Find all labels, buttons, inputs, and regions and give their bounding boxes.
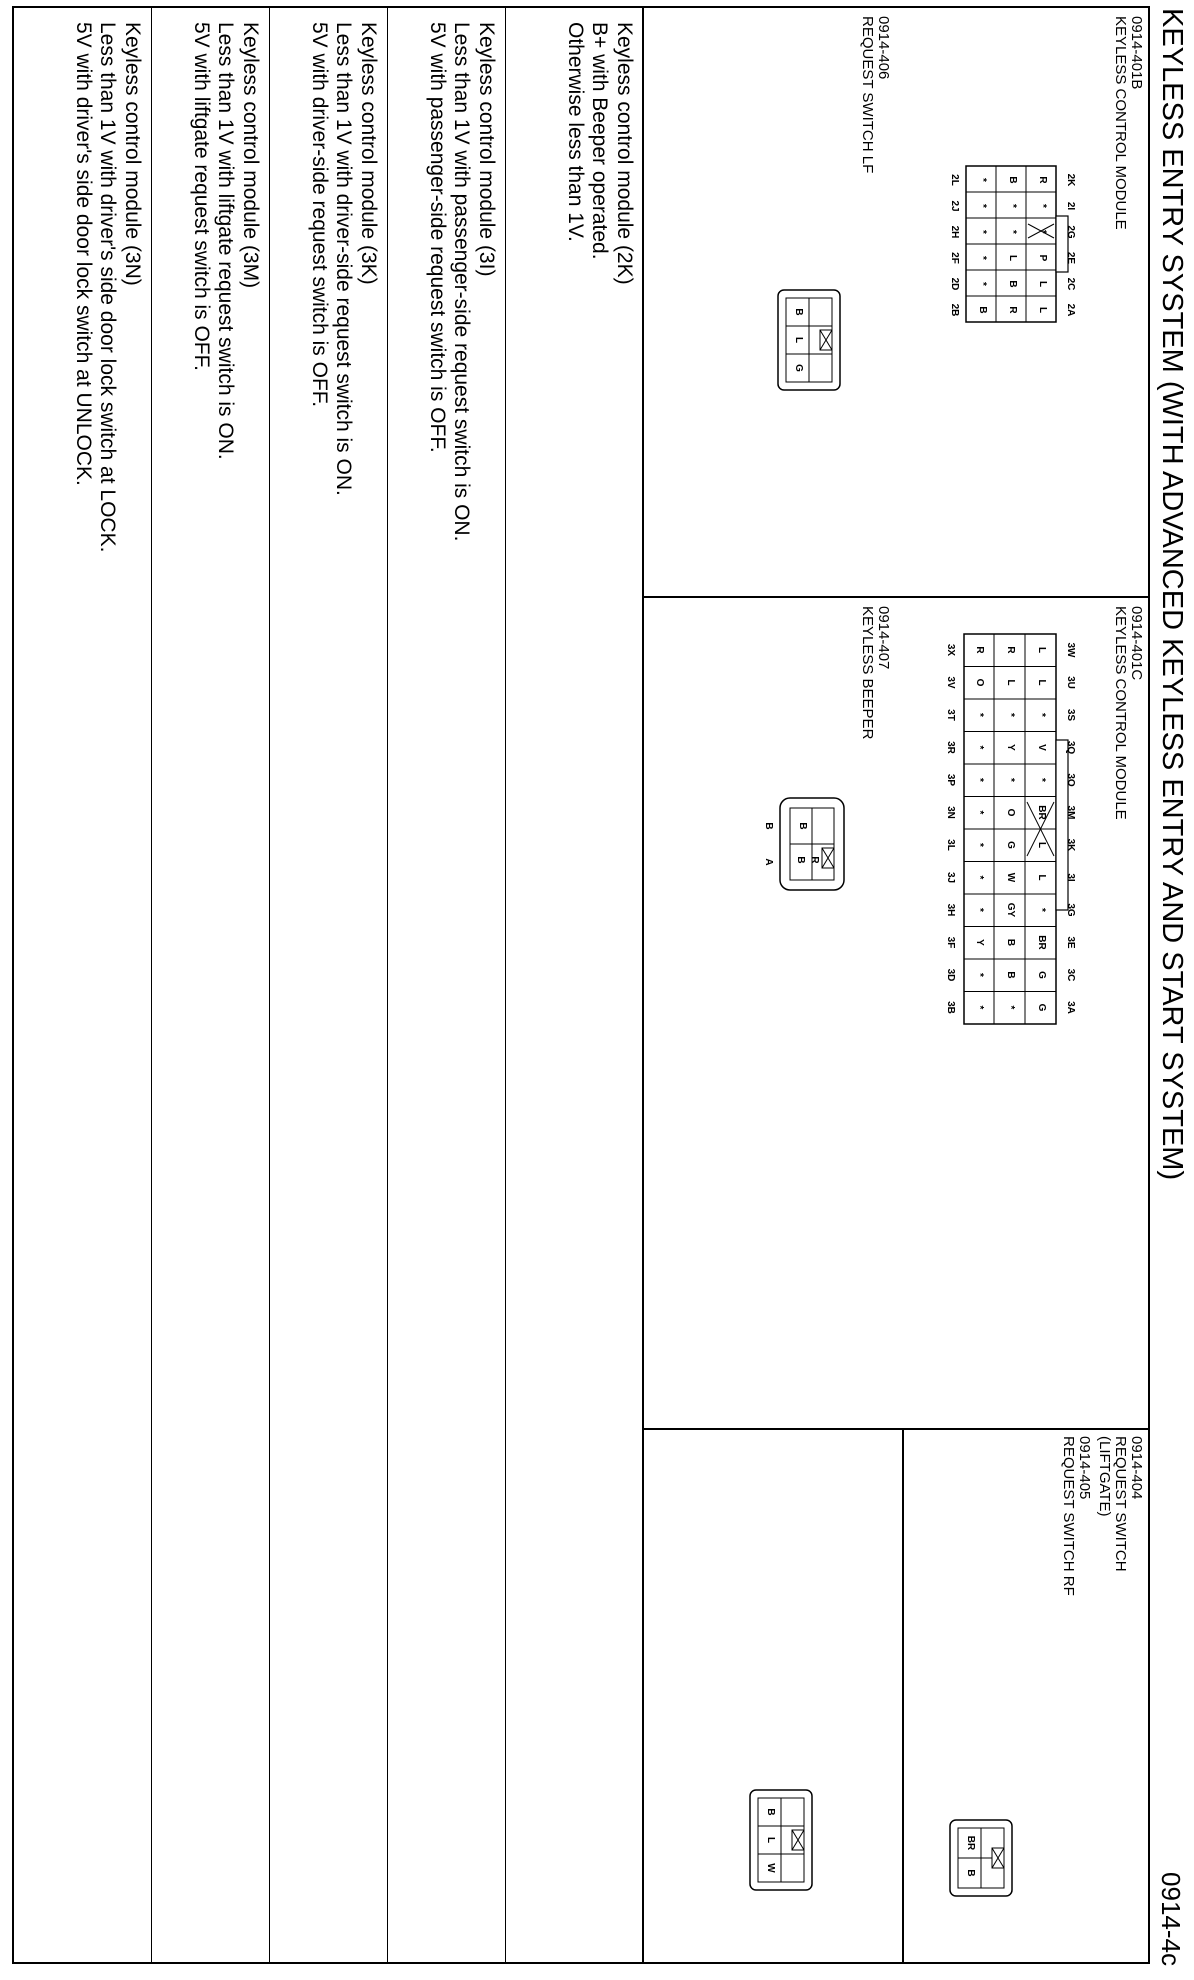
wire-color: G [1005, 841, 1016, 849]
wire-color: * [1005, 778, 1016, 782]
wire-color: BR [1036, 805, 1047, 820]
note-line: 5V with driver's side door lock switch at UNLOCK. [72, 22, 95, 486]
wire-color: R [1037, 176, 1048, 184]
cell-divider [902, 1428, 904, 1962]
wire-color: Y [974, 939, 985, 946]
connector-401b-label [1112, 16, 1144, 230]
wire-color: * [1037, 204, 1048, 208]
cell-divider [644, 596, 1148, 598]
pin-label: 2G [1065, 225, 1076, 239]
pin-label: 3B [945, 1001, 956, 1014]
wire-color: R [1005, 646, 1016, 654]
wire-color: L [1037, 306, 1048, 314]
wire-color: * [1036, 778, 1047, 782]
note-line: Less than 1V with passenger-side request switch is ON. [450, 22, 474, 542]
note-3k [307, 22, 381, 1942]
wire-color: L [1036, 646, 1047, 654]
wire-color: L [1036, 679, 1047, 686]
pin-label: 3U [1065, 676, 1076, 689]
pin-label: 3P [945, 773, 956, 787]
wire-color: W [765, 1863, 776, 1873]
cell-divider [644, 1428, 1148, 1430]
connector-401c-diagram [934, 620, 1078, 1040]
pin-label: 3G [1065, 903, 1076, 917]
wire-color: * [974, 713, 985, 717]
pin-label: 3O [1065, 773, 1076, 787]
pin-label: 3I [1065, 873, 1076, 882]
wire-color: O [1005, 808, 1016, 817]
connector-405-diagram [738, 1778, 818, 1908]
pin-label: 2L [949, 174, 960, 186]
wire-color: * [974, 745, 985, 750]
note-line: Otherwise less than 1V. [564, 22, 587, 242]
connector-407-label [859, 606, 891, 739]
connector-405-label [1060, 1436, 1092, 1596]
wire-color: * [974, 778, 985, 782]
wire-color: BR [1036, 935, 1047, 950]
wire-color: B [1005, 971, 1016, 979]
pin-label: 3K [1065, 838, 1076, 852]
pin-label: 2H [949, 225, 960, 239]
note-divider [151, 8, 152, 1962]
page-number: 0914-4c [1156, 1872, 1186, 1966]
wire-color: L [1037, 280, 1048, 288]
connector-name-line: (LIFTGATE) [1096, 1436, 1113, 1517]
wire-color: B [1007, 176, 1018, 184]
pin-label: 3X [945, 643, 956, 657]
wire-color: * [977, 204, 988, 208]
connector-name-line: REQUEST SWITCH [1112, 1436, 1129, 1572]
wire-color: * [974, 1005, 985, 1010]
wire-color: L [765, 1836, 776, 1844]
note-line: Keyless control module (3M) [239, 22, 262, 289]
pin-label: 2J [949, 200, 960, 212]
note-line: Less than 1V with driver's side door lock switch at LOCK. [96, 22, 120, 553]
wire-color: O [974, 678, 985, 687]
wire-color: V [1036, 744, 1047, 751]
pin-label: 2I [1065, 201, 1076, 211]
connector-name: KEYLESS CONTROL MODULE [1112, 606, 1129, 820]
connector-404-label [1096, 1436, 1144, 1572]
wire-color: * [977, 178, 988, 182]
connector-406-shape [766, 278, 846, 408]
pin-label: 3H [945, 903, 956, 917]
connector-code: 0914-404 [1128, 1436, 1145, 1500]
diagram-frame [12, 6, 1150, 1964]
wire-color: * [974, 908, 985, 912]
connector-code: 0914-401B [1128, 16, 1145, 90]
pin-label: 2D [949, 277, 960, 291]
wire-color: L [1007, 254, 1018, 262]
wire-color: * [974, 973, 985, 977]
note-2k [563, 22, 637, 1942]
connector-code: 0914-406 [875, 16, 892, 80]
wire-color: B [765, 1808, 776, 1816]
connector-name: REQUEST SWITCH RF [1060, 1436, 1077, 1596]
wire-color: * [974, 810, 985, 815]
connector-code: 0914-405 [1076, 1436, 1093, 1500]
wire-color: W [1005, 872, 1016, 883]
wire-color: B [795, 856, 806, 864]
pin-label: 2B [949, 303, 960, 317]
wire-color: L [1036, 841, 1047, 849]
pin-label: A [763, 858, 774, 866]
connector-name: KEYLESS CONTROL MODULE [1112, 16, 1129, 230]
pin-label: 3W [1065, 642, 1076, 658]
connector-401b-diagram [938, 138, 1078, 338]
connector-404-diagram [938, 1810, 1018, 1910]
wire-color: B [1005, 938, 1016, 947]
wire-color: B [1007, 280, 1018, 288]
pin-label: 3S [1065, 708, 1076, 722]
pin-label: 3F [945, 936, 956, 949]
wire-color: * [1037, 230, 1048, 234]
note-divider [387, 8, 388, 1962]
note-line: B+ with Beeper operated. [588, 22, 612, 260]
wire-color: G [793, 364, 804, 372]
pin-label: 3L [945, 839, 956, 851]
connector-name: KEYLESS BEEPER [859, 606, 876, 740]
wire-color: L [793, 336, 804, 344]
wire-color: * [1036, 908, 1047, 912]
pin-label: 3R [945, 741, 956, 754]
wire-color: * [974, 843, 985, 847]
pin-label: 2A [1065, 303, 1076, 317]
pin-label: 3V [945, 676, 956, 689]
note-divider [505, 8, 506, 1962]
wire-color: * [974, 875, 985, 880]
wire-color: G [1036, 971, 1047, 979]
pin-label: 3E [1065, 936, 1076, 949]
note-line: Keyless control module (3K) [357, 22, 380, 285]
wire-color: * [1007, 230, 1018, 234]
pin-label: 3D [945, 968, 956, 982]
wire-color: * [1007, 204, 1018, 208]
connector-name: REQUEST SWITCH LF [859, 16, 876, 174]
wire-color: R [809, 856, 820, 864]
wire-color: P [1037, 254, 1048, 262]
pin-label: 2K [1065, 173, 1076, 187]
note-3m [189, 22, 263, 1942]
pin-label: 2C [1065, 277, 1076, 291]
wire-color: G [1036, 1003, 1047, 1012]
section-divider [642, 8, 644, 1962]
pin-label: 2F [949, 252, 960, 264]
wire-color: * [977, 230, 988, 234]
connector-406-diagram [766, 278, 846, 408]
wire-color: B [797, 822, 808, 830]
wire-color: GY [1005, 902, 1016, 918]
wire-color: B [793, 308, 804, 316]
connector-405-shape [738, 1778, 818, 1908]
wire-color: R [1007, 306, 1018, 314]
wire-color: * [1005, 713, 1016, 717]
pin-label: 3N [945, 806, 956, 819]
page-title: KEYLESS ENTRY SYSTEM (WITH ADVANCED KEYLESS ENTRY AND START SYSTEM) [1156, 8, 1188, 1181]
pin-label: 3C [1065, 968, 1076, 982]
note-line: Less than 1V with liftgate request switch is ON. [214, 22, 238, 460]
note-line: 5V with liftgate request switch is OFF. [190, 22, 213, 371]
connector-407-diagram [754, 784, 850, 904]
wire-color: * [977, 282, 988, 286]
wire-color: * [1005, 1005, 1016, 1010]
pin-label: 3M [1065, 805, 1076, 820]
wire-color: * [1036, 713, 1047, 717]
wire-color: B [965, 1869, 976, 1877]
connector-404-shape [938, 1810, 1018, 1910]
note-3i [425, 22, 499, 1942]
note-line: Keyless control module (3N) [121, 22, 144, 286]
pin-label: 3Q [1065, 740, 1076, 755]
note-line: Less than 1V with driver-side request switch is ON. [332, 22, 356, 496]
note-line: Keyless control module (3I) [475, 22, 498, 277]
wire-color: R [974, 646, 985, 654]
note-divider [269, 8, 270, 1962]
note-3n [71, 22, 145, 1942]
pin-label: 3J [945, 871, 956, 884]
wire-color: Y [1005, 744, 1016, 751]
pin-label: 3A [1065, 1001, 1076, 1014]
connector-401c-label [1112, 606, 1144, 820]
note-line: Keyless control module (2K) [613, 22, 636, 285]
pin-label: 2E [1065, 251, 1076, 265]
connector-406-label [859, 16, 891, 173]
connector-code: 0914-401C [1128, 606, 1145, 681]
pin-label: B [763, 822, 774, 830]
wire-color: L [1036, 874, 1047, 881]
note-line: 5V with passenger-side request switch is OFF. [426, 22, 449, 453]
pin-label: 3T [945, 709, 956, 721]
wire-color: BR [965, 1835, 976, 1851]
connector-code: 0914-407 [875, 606, 892, 670]
note-line: 5V with driver-side request switch is OFF. [308, 22, 331, 408]
wire-color: * [977, 256, 988, 260]
wire-color: B [977, 306, 988, 314]
wire-color: L [1005, 679, 1016, 686]
